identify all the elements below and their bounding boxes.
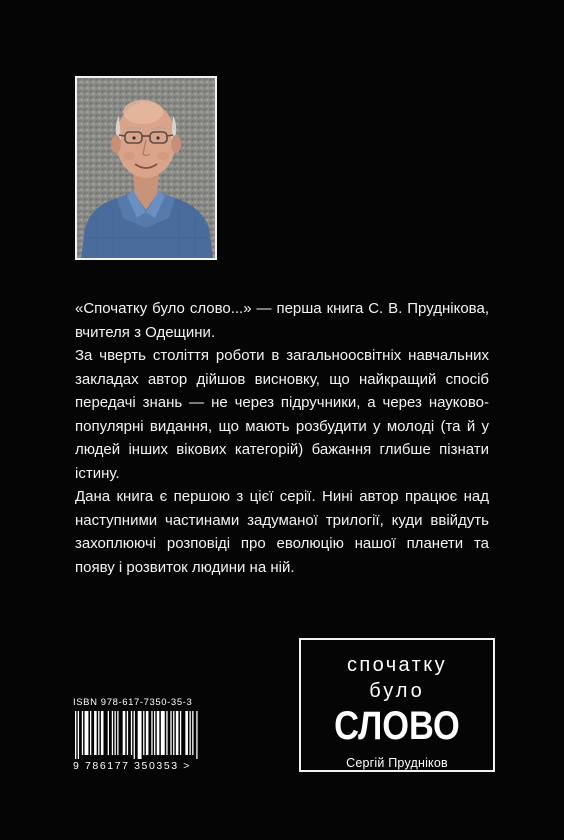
- author-name-wrap: [301, 752, 493, 771]
- barcode-bar: [82, 711, 83, 755]
- barcode-bar: [157, 711, 160, 755]
- barcode-bar: [108, 711, 109, 755]
- author-name: Сергій Прудніков: [342, 756, 452, 770]
- barcode-bar: [138, 711, 142, 759]
- barcode-bar: [143, 711, 144, 755]
- barcode-bar: [78, 711, 79, 759]
- description-paragraph-3: Дана книга є першою з цієї серії. Нині автор працює над наступними частинами задуманої трилогії, куди ввійдуть захоплюючі розповіді про еволюцію нашої планети та появу і розвиток людини на ній.: [75, 488, 489, 576]
- barcode-bar: [180, 711, 181, 755]
- barcode-bar: [151, 711, 152, 755]
- barcode-bar: [166, 711, 167, 755]
- barcode-bars: [75, 711, 199, 759]
- barcode-bar: [161, 711, 165, 755]
- barcode-bar: [196, 711, 197, 759]
- barcode-bar: [170, 711, 171, 755]
- barcode-bar: [176, 711, 179, 755]
- barcode-bar: [115, 711, 116, 755]
- barcode-bar: [101, 711, 104, 755]
- barcode-bar: [134, 711, 135, 759]
- barcode-bar: [94, 711, 97, 755]
- barcode-bar: [112, 711, 113, 755]
- barcode-bar: [146, 711, 149, 755]
- isbn-barcode: [73, 697, 203, 773]
- barcode-bar: [185, 711, 188, 755]
- barcode-bar: [123, 711, 126, 755]
- description-paragraph-2: За чверть століття роботи в загальноосвітніх навчальних закладах автор дійшов висновку, що найкращий спосіб передачі знань — не через підручники, а через науково-популярні видання, що мають розбудити у молоді (та й у людей інших вікових категорій) бажання глибше пізнати істину.: [75, 347, 489, 482]
- barcode-bar: [98, 711, 99, 755]
- isbn-number: ISBN 978-617-7350-35-3: [73, 697, 193, 708]
- barcode-bar: [117, 711, 118, 755]
- ean-number: 9 786177 350353 >: [73, 760, 191, 772]
- barcode-bar: [192, 711, 193, 755]
- author-photo-illustration: [77, 78, 215, 258]
- author-photo: [75, 76, 217, 260]
- book-description: [75, 297, 489, 579]
- barcode-bar: [131, 711, 132, 755]
- title-line-2: було: [369, 680, 425, 702]
- barcode-bar: [127, 711, 128, 755]
- title-block: [299, 638, 495, 772]
- barcode-bar: [189, 711, 190, 755]
- description-paragraph-1: «Спочатку було слово...» — перша книга С. В. Пруднікова, вчителя з Одещини.: [75, 300, 489, 341]
- barcode-bar: [90, 711, 91, 755]
- title-main-word: СЛОВО: [334, 704, 460, 748]
- title-line-1: спочатку: [347, 654, 447, 676]
- barcode-bar: [85, 711, 89, 755]
- barcode-bar: [173, 711, 174, 755]
- barcode-bar: [154, 711, 155, 755]
- barcode-bar: [75, 711, 76, 759]
